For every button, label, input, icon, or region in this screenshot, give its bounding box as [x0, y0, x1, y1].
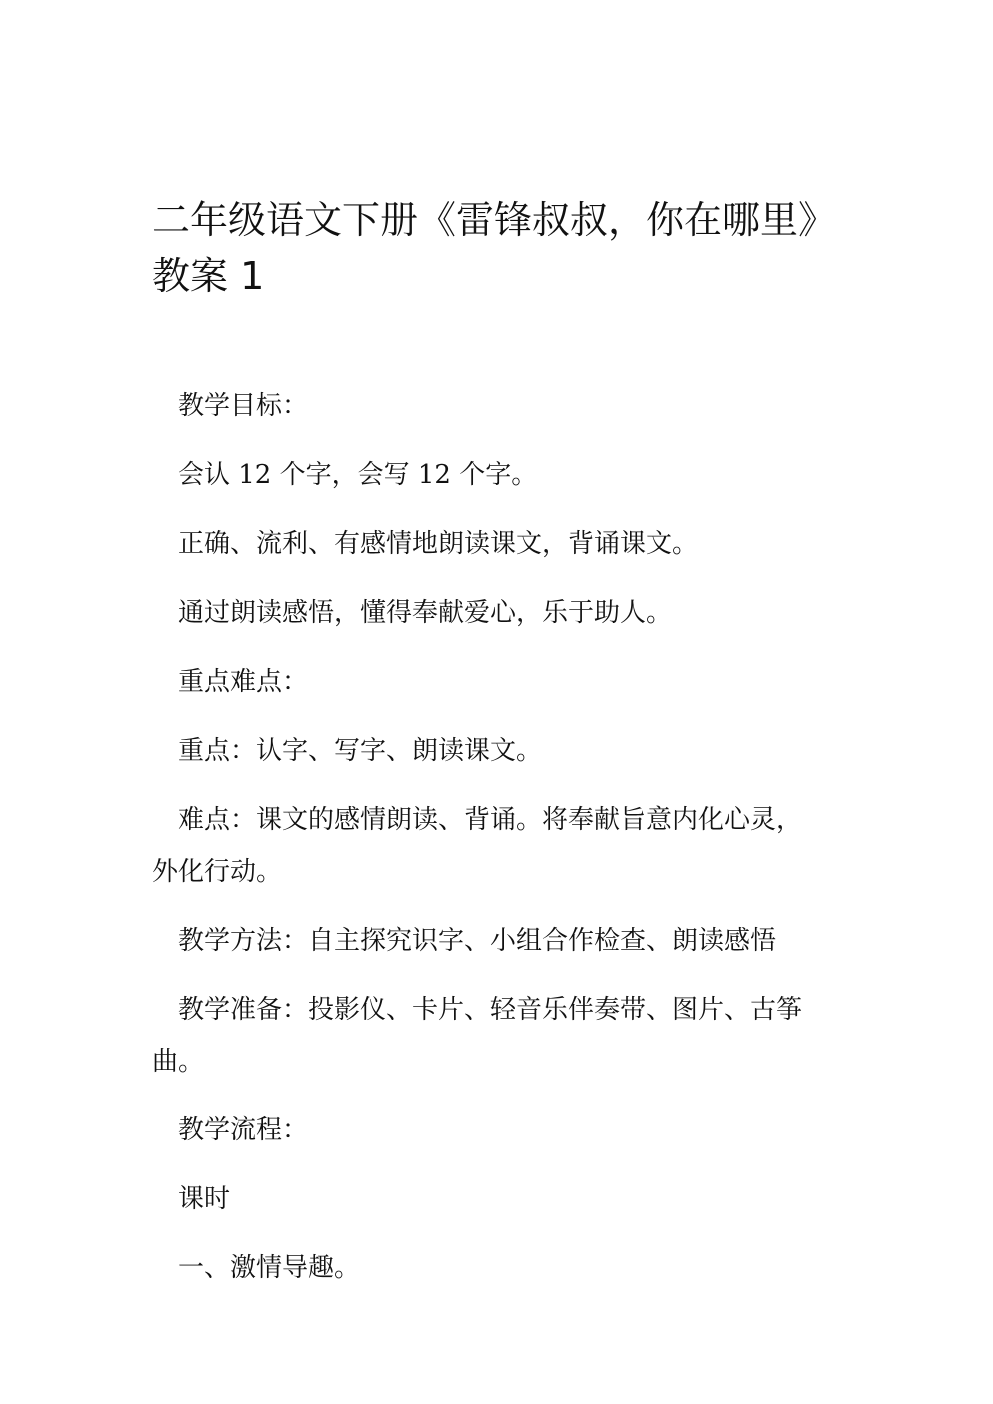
paragraph-difficult-point-line2: 外化行动。: [152, 857, 283, 887]
document-title: [152, 192, 852, 304]
paragraph-teaching-preparation-line2: 曲。: [152, 1047, 205, 1077]
paragraph-teaching-preparation: [152, 984, 842, 1088]
paragraph-goal-characters: 会认 12 个字，会写 12 个字。: [178, 460, 538, 490]
paragraph-goal-reading: 正确、流利、有感情地朗读课文，背诵课文。: [178, 529, 699, 559]
paragraph-section-one: 一、激情导趣。: [178, 1253, 361, 1283]
paragraph-teaching-process-heading: 教学流程：: [178, 1115, 309, 1145]
paragraph-difficult-point: [152, 794, 842, 898]
paragraph-lesson-period: 课时: [178, 1184, 231, 1214]
paragraph-goal-understanding: 通过朗读感悟，懂得奉献爱心，乐于助人。: [178, 598, 673, 628]
paragraph-key-points-heading: 重点难点：: [178, 667, 309, 697]
paragraph-key-point: 重点：认字、写字、朗读课文。: [178, 736, 543, 766]
paragraph-teaching-preparation-line1: 教学准备：投影仪、卡片、轻音乐伴奏带、图片、古筝: [178, 995, 803, 1025]
paragraph-teaching-goals-heading: 教学目标：: [178, 391, 309, 421]
title-line-2: 教案 1: [152, 254, 265, 298]
paragraph-difficult-point-line1: 难点：课文的感情朗读、背诵。将奉献旨意内化心灵，: [178, 805, 803, 835]
paragraph-teaching-method: 教学方法：自主探究识字、小组合作检查、朗读感悟: [178, 926, 777, 956]
title-line-1: 二年级语文下册《雷锋叔叔，你在哪里》: [152, 198, 837, 242]
